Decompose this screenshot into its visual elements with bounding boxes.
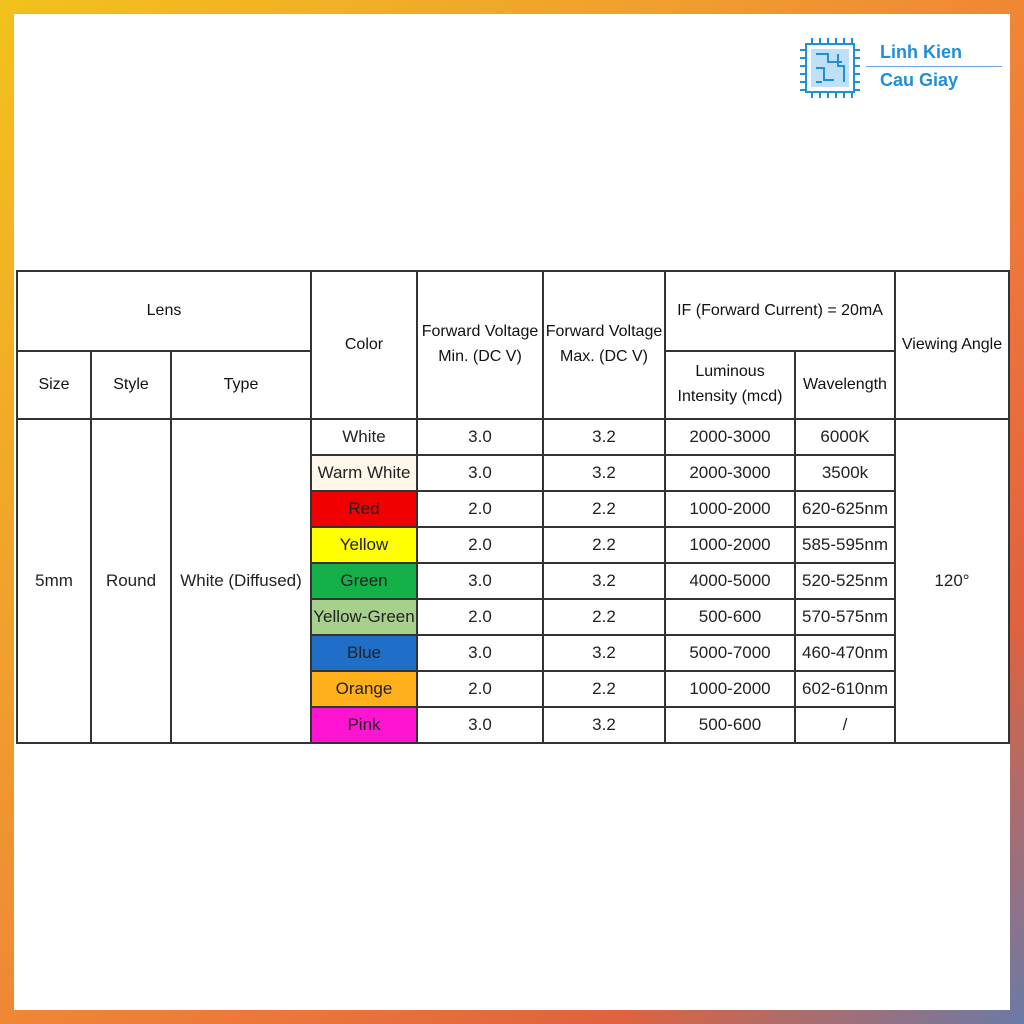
cell-style: Round [91,419,171,743]
cell-color: Yellow-Green [311,599,417,635]
cell-wavelength: 620-625nm [795,491,895,527]
cell-color: Red [311,491,417,527]
header-viewing-angle: Viewing Angle [895,271,1009,419]
cell-color: Green [311,563,417,599]
cell-wavelength: 570-575nm [795,599,895,635]
cell-intensity: 500-600 [665,599,795,635]
cell-vmin: 3.0 [417,563,543,599]
header-style: Style [91,351,171,419]
header-fv-max-label: Forward Voltage Max. (DC V) [545,323,663,365]
cell-intensity: 2000-3000 [665,455,795,491]
header-type: Type [171,351,311,419]
cell-vmin: 3.0 [417,707,543,743]
cell-vmin: 2.0 [417,599,543,635]
cell-vmin: 2.0 [417,527,543,563]
header-fv-min [417,271,543,419]
cell-type: White (Diffused) [171,419,311,743]
header-fv-max [543,271,665,419]
cell-vmax: 2.2 [543,671,665,707]
cell-color: Yellow [311,527,417,563]
cell-vmax: 3.2 [543,419,665,455]
cell-wavelength: 460-470nm [795,635,895,671]
cell-wavelength: 602-610nm [795,671,895,707]
header-if-group: IF (Forward Current) = 20mA [665,271,895,351]
cell-intensity: 1000-2000 [665,671,795,707]
cell-intensity: 1000-2000 [665,491,795,527]
chip-icon [798,36,862,100]
cell-color: Pink [311,707,417,743]
cell-intensity: 5000-7000 [665,635,795,671]
header-luminous [665,351,795,419]
cell-wavelength: 6000K [795,419,895,455]
cell-color: Blue [311,635,417,671]
cell-vmax: 2.2 [543,599,665,635]
page-canvas [14,14,1010,1010]
cell-size: 5mm [17,419,91,743]
cell-color: Warm White [311,455,417,491]
cell-wavelength: 3500k [795,455,895,491]
cell-intensity: 2000-3000 [665,419,795,455]
header-luminous-label: Luminous Intensity (mcd) [677,363,783,405]
cell-vmin: 2.0 [417,671,543,707]
brand-name-line1: Linh Kien [880,42,962,62]
cell-vmin: 2.0 [417,491,543,527]
cell-vmin: 3.0 [417,419,543,455]
cell-vmax: 3.2 [543,455,665,491]
brand-divider [866,66,1002,67]
header-color: Color [311,271,417,419]
cell-vmax: 2.2 [543,527,665,563]
led-spec-table [16,270,1010,744]
header-lens: Lens [17,271,311,351]
header-size: Size [17,351,91,419]
spec-body [17,419,1009,743]
header-wavelength: Wavelength [795,351,895,419]
cell-color: Orange [311,671,417,707]
table-row [17,419,1009,455]
brand-name-line2: Cau Giay [880,70,959,90]
cell-vmin: 3.0 [417,455,543,491]
cell-vmax: 3.2 [543,635,665,671]
cell-wavelength: / [795,707,895,743]
header-fv-min-label: Forward Voltage Min. (DC V) [421,323,539,365]
cell-viewing-angle: 120° [895,419,1009,743]
cell-vmin: 3.0 [417,635,543,671]
cell-intensity: 1000-2000 [665,527,795,563]
cell-intensity: 500-600 [665,707,795,743]
cell-wavelength: 520-525nm [795,563,895,599]
cell-wavelength: 585-595nm [795,527,895,563]
cell-vmax: 3.2 [543,707,665,743]
brand-logo [794,36,1004,116]
cell-vmax: 2.2 [543,491,665,527]
cell-intensity: 4000-5000 [665,563,795,599]
cell-color: White [311,419,417,455]
cell-vmax: 3.2 [543,563,665,599]
